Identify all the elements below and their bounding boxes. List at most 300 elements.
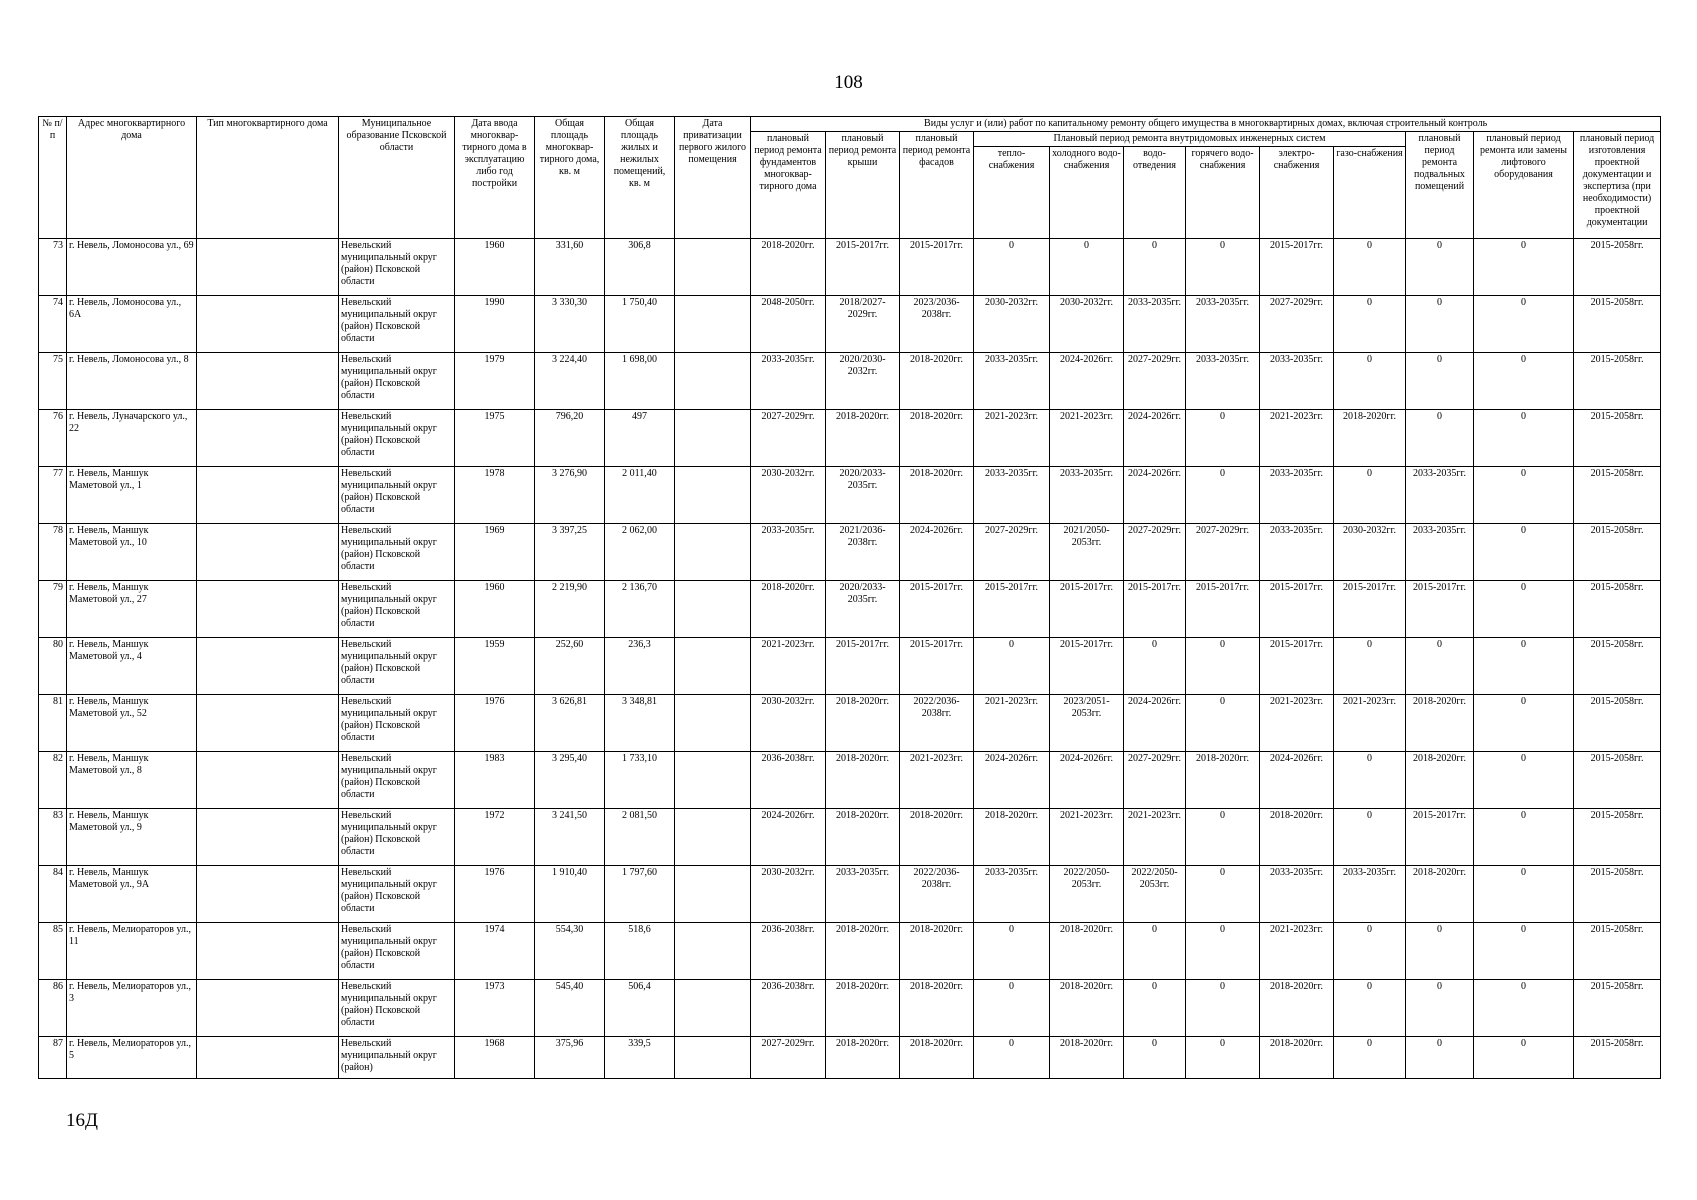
cell-roof: 2021/2036-2038гг. bbox=[826, 524, 900, 581]
cell-year: 1979 bbox=[455, 353, 535, 410]
cell-design: 2015-2058гг. bbox=[1574, 581, 1661, 638]
cell-roof: 2018-2020гг. bbox=[826, 809, 900, 866]
cell-municipality: Невельский муниципальный округ (район) Псковской области bbox=[339, 410, 455, 467]
cell-living-area: 518,6 bbox=[605, 923, 675, 980]
cell-gas: 0 bbox=[1334, 809, 1406, 866]
cell-cold-water: 2021/2050-2053гг. bbox=[1050, 524, 1124, 581]
cell-facade: 2018-2020гг. bbox=[900, 980, 974, 1037]
table-row bbox=[39, 467, 1661, 524]
cell-num: 80 bbox=[39, 638, 67, 695]
cell-sewer: 2024-2026гг. bbox=[1124, 410, 1186, 467]
col-basement-header: плановый период ремонта подвальных помещений bbox=[1406, 132, 1474, 239]
cell-design: 2015-2058гг. bbox=[1574, 353, 1661, 410]
table-row bbox=[39, 923, 1661, 980]
cell-sewer: 0 bbox=[1124, 1037, 1186, 1079]
cell-address: г. Невель, Луначарского ул., 22 bbox=[67, 410, 197, 467]
cell-design: 2015-2058гг. bbox=[1574, 524, 1661, 581]
col-num-header: № п/п bbox=[39, 117, 67, 239]
cell-num: 86 bbox=[39, 980, 67, 1037]
col-design-header: плановый период изготовления проектной документации и экспертиза (при необходимости) проектной документации bbox=[1574, 132, 1661, 239]
cell-total-area: 796,20 bbox=[535, 410, 605, 467]
cell-roof: 2033-2035гг. bbox=[826, 866, 900, 923]
cell-hot-water: 0 bbox=[1186, 239, 1260, 296]
cell-basement: 0 bbox=[1406, 353, 1474, 410]
cell-facade: 2015-2017гг. bbox=[900, 239, 974, 296]
cell-year: 1976 bbox=[455, 866, 535, 923]
col-living-area-header: Общая площадь жилых и нежилых помещений, кв. м bbox=[605, 117, 675, 239]
cell-gas: 0 bbox=[1334, 467, 1406, 524]
cell-electric: 2018-2020гг. bbox=[1260, 980, 1334, 1037]
cell-heat: 2021-2023гг. bbox=[974, 695, 1050, 752]
cell-total-area: 554,30 bbox=[535, 923, 605, 980]
cell-elevator: 0 bbox=[1474, 239, 1574, 296]
cell-electric: 2033-2035гг. bbox=[1260, 524, 1334, 581]
cell-roof: 2018-2020гг. bbox=[826, 1037, 900, 1079]
header-row-1 bbox=[39, 117, 1661, 132]
cell-living-area: 2 081,50 bbox=[605, 809, 675, 866]
cell-address: г. Невель, Ломоносова ул., 6А bbox=[67, 296, 197, 353]
cell-num: 82 bbox=[39, 752, 67, 809]
cell-living-area: 1 750,40 bbox=[605, 296, 675, 353]
cell-municipality: Невельский муниципальный округ (район) Псковской области bbox=[339, 239, 455, 296]
col-facade-header: плановый период ремонта фасадов bbox=[900, 132, 974, 239]
cell-basement: 0 bbox=[1406, 638, 1474, 695]
cell-num: 73 bbox=[39, 239, 67, 296]
table-row bbox=[39, 296, 1661, 353]
cell-electric: 2021-2023гг. bbox=[1260, 695, 1334, 752]
cell-total-area: 375,96 bbox=[535, 1037, 605, 1079]
cell-heat: 2033-2035гг. bbox=[974, 467, 1050, 524]
cell-roof: 2018-2020гг. bbox=[826, 980, 900, 1037]
cell-cold-water: 2015-2017гг. bbox=[1050, 638, 1124, 695]
cell-basement: 0 bbox=[1406, 923, 1474, 980]
col-municipality-header: Муниципальное образование Псковской области bbox=[339, 117, 455, 239]
footer-code: 16Д bbox=[66, 1110, 98, 1131]
cell-living-area: 236,3 bbox=[605, 638, 675, 695]
cell-elevator: 0 bbox=[1474, 467, 1574, 524]
cell-type bbox=[197, 695, 339, 752]
cell-total-area: 3 241,50 bbox=[535, 809, 605, 866]
cell-foundation: 2024-2026гг. bbox=[751, 809, 826, 866]
cell-heat: 0 bbox=[974, 1037, 1050, 1079]
cell-address: г. Невель, Мелиораторов ул., 3 bbox=[67, 980, 197, 1037]
cell-electric: 2024-2026гг. bbox=[1260, 752, 1334, 809]
cell-hot-water: 0 bbox=[1186, 410, 1260, 467]
cell-type bbox=[197, 809, 339, 866]
cell-cold-water: 2018-2020гг. bbox=[1050, 980, 1124, 1037]
cell-heat: 2030-2032гг. bbox=[974, 296, 1050, 353]
cell-num: 74 bbox=[39, 296, 67, 353]
cell-sewer: 2024-2026гг. bbox=[1124, 467, 1186, 524]
cell-facade: 2015-2017гг. bbox=[900, 581, 974, 638]
page-number: 108 bbox=[834, 72, 863, 93]
cell-basement: 2018-2020гг. bbox=[1406, 752, 1474, 809]
cell-year: 1969 bbox=[455, 524, 535, 581]
cell-sewer: 0 bbox=[1124, 923, 1186, 980]
cell-total-area: 252,60 bbox=[535, 638, 605, 695]
cell-hot-water: 2015-2017гг. bbox=[1186, 581, 1260, 638]
cell-foundation: 2018-2020гг. bbox=[751, 239, 826, 296]
cell-municipality: Невельский муниципальный округ (район) Псковской области bbox=[339, 467, 455, 524]
cell-cold-water: 2022/2050-2053гг. bbox=[1050, 866, 1124, 923]
cell-sewer: 0 bbox=[1124, 980, 1186, 1037]
cell-total-area: 1 910,40 bbox=[535, 866, 605, 923]
cell-living-area: 497 bbox=[605, 410, 675, 467]
cell-municipality: Невельский муниципальный округ (район) Псковской области bbox=[339, 809, 455, 866]
cell-design: 2015-2058гг. bbox=[1574, 809, 1661, 866]
cell-elevator: 0 bbox=[1474, 866, 1574, 923]
cell-heat: 2033-2035гг. bbox=[974, 353, 1050, 410]
cell-num: 87 bbox=[39, 1037, 67, 1079]
table-row bbox=[39, 581, 1661, 638]
col-commission-date-header: Дата ввода многоквар-тирного дома в эксплуатацию либо год постройки bbox=[455, 117, 535, 239]
cell-sewer: 2027-2029гг. bbox=[1124, 752, 1186, 809]
cell-municipality: Невельский муниципальный округ (район) Псковской области bbox=[339, 638, 455, 695]
table-row bbox=[39, 752, 1661, 809]
table-row bbox=[39, 866, 1661, 923]
cell-sewer: 2033-2035гг. bbox=[1124, 296, 1186, 353]
cell-elevator: 0 bbox=[1474, 752, 1574, 809]
table-row bbox=[39, 695, 1661, 752]
cell-address: г. Невель, Маншук Маметовой ул., 9 bbox=[67, 809, 197, 866]
cell-electric: 2033-2035гг. bbox=[1260, 467, 1334, 524]
cell-total-area: 3 626,81 bbox=[535, 695, 605, 752]
cell-privatization bbox=[675, 866, 751, 923]
cell-design: 2015-2058гг. bbox=[1574, 1037, 1661, 1079]
cell-basement: 2033-2035гг. bbox=[1406, 467, 1474, 524]
cell-electric: 2027-2029гг. bbox=[1260, 296, 1334, 353]
cell-elevator: 0 bbox=[1474, 296, 1574, 353]
cell-design: 2015-2058гг. bbox=[1574, 410, 1661, 467]
cell-elevator: 0 bbox=[1474, 695, 1574, 752]
cell-electric: 2015-2017гг. bbox=[1260, 581, 1334, 638]
works-group-header: Виды услуг и (или) работ по капитальному ремонту общего имущества в многоквартирных домах, включая строительный контроль bbox=[751, 117, 1661, 132]
cell-electric: 2015-2017гг. bbox=[1260, 638, 1334, 695]
cell-electric: 2033-2035гг. bbox=[1260, 353, 1334, 410]
table-row bbox=[39, 1037, 1661, 1079]
cell-year: 1976 bbox=[455, 695, 535, 752]
cell-sewer: 0 bbox=[1124, 638, 1186, 695]
cell-heat: 2033-2035гг. bbox=[974, 866, 1050, 923]
cell-cold-water: 2030-2032гг. bbox=[1050, 296, 1124, 353]
cell-elevator: 0 bbox=[1474, 1037, 1574, 1079]
table-row bbox=[39, 980, 1661, 1037]
cell-basement: 2033-2035гг. bbox=[1406, 524, 1474, 581]
cell-cold-water: 2024-2026гг. bbox=[1050, 353, 1124, 410]
cell-total-area: 331,60 bbox=[535, 239, 605, 296]
cell-elevator: 0 bbox=[1474, 353, 1574, 410]
cell-foundation: 2030-2032гг. bbox=[751, 695, 826, 752]
cell-total-area: 3 276,90 bbox=[535, 467, 605, 524]
cell-design: 2015-2058гг. bbox=[1574, 467, 1661, 524]
col-hot-water-header: горячего водо-снабжения bbox=[1186, 147, 1260, 239]
cell-elevator: 0 bbox=[1474, 980, 1574, 1037]
engineering-group-header: Плановый период ремонта внутридомовых инженерных систем bbox=[974, 132, 1406, 147]
cell-roof: 2018-2020гг. bbox=[826, 410, 900, 467]
cell-roof: 2015-2017гг. bbox=[826, 638, 900, 695]
cell-year: 1972 bbox=[455, 809, 535, 866]
cell-elevator: 0 bbox=[1474, 410, 1574, 467]
cell-living-area: 3 348,81 bbox=[605, 695, 675, 752]
cell-elevator: 0 bbox=[1474, 809, 1574, 866]
cell-total-area: 3 295,40 bbox=[535, 752, 605, 809]
col-gas-header: газо-снабжения bbox=[1334, 147, 1406, 239]
cell-type bbox=[197, 467, 339, 524]
cell-roof: 2018-2020гг. bbox=[826, 923, 900, 980]
cell-living-area: 2 062,00 bbox=[605, 524, 675, 581]
cell-electric: 2018-2020гг. bbox=[1260, 809, 1334, 866]
cell-basement: 0 bbox=[1406, 296, 1474, 353]
col-foundation-header: плановый период ремонта фундаментов многоквар-тирного дома bbox=[751, 132, 826, 239]
cell-num: 83 bbox=[39, 809, 67, 866]
cell-roof: 2015-2017гг. bbox=[826, 239, 900, 296]
col-address-header: Адрес многоквартирного дома bbox=[67, 117, 197, 239]
cell-municipality: Невельский муниципальный округ (район) Псковской области bbox=[339, 752, 455, 809]
cell-foundation: 2048-2050гг. bbox=[751, 296, 826, 353]
col-electric-header: электро-снабжения bbox=[1260, 147, 1334, 239]
cell-total-area: 3 397,25 bbox=[535, 524, 605, 581]
cell-address: г. Невель, Ломоносова ул., 8 bbox=[67, 353, 197, 410]
cell-foundation: 2036-2038гг. bbox=[751, 923, 826, 980]
capital-repair-table bbox=[38, 116, 1661, 1079]
cell-gas: 0 bbox=[1334, 353, 1406, 410]
cell-year: 1974 bbox=[455, 923, 535, 980]
cell-privatization bbox=[675, 980, 751, 1037]
cell-hot-water: 0 bbox=[1186, 1037, 1260, 1079]
cell-foundation: 2033-2035гг. bbox=[751, 524, 826, 581]
cell-basement: 0 bbox=[1406, 1037, 1474, 1079]
cell-living-area: 506,4 bbox=[605, 980, 675, 1037]
cell-cold-water: 0 bbox=[1050, 239, 1124, 296]
cell-cold-water: 2021-2023гг. bbox=[1050, 410, 1124, 467]
table-row bbox=[39, 524, 1661, 581]
cell-elevator: 0 bbox=[1474, 638, 1574, 695]
cell-privatization bbox=[675, 239, 751, 296]
cell-hot-water: 2027-2029гг. bbox=[1186, 524, 1260, 581]
cell-type bbox=[197, 581, 339, 638]
cell-basement: 2015-2017гг. bbox=[1406, 581, 1474, 638]
cell-gas: 0 bbox=[1334, 923, 1406, 980]
cell-foundation: 2027-2029гг. bbox=[751, 1037, 826, 1079]
cell-type bbox=[197, 410, 339, 467]
cell-hot-water: 0 bbox=[1186, 923, 1260, 980]
cell-design: 2015-2058гг. bbox=[1574, 296, 1661, 353]
cell-hot-water: 0 bbox=[1186, 980, 1260, 1037]
cell-hot-water: 2018-2020гг. bbox=[1186, 752, 1260, 809]
cell-roof: 2018/2027-2029гг. bbox=[826, 296, 900, 353]
cell-electric: 2021-2023гг. bbox=[1260, 923, 1334, 980]
cell-hot-water: 0 bbox=[1186, 695, 1260, 752]
cell-address: г. Невель, Маншук Маметовой ул., 52 bbox=[67, 695, 197, 752]
cell-municipality: Невельский муниципальный округ (район) Псковской области bbox=[339, 524, 455, 581]
cell-municipality: Невельский муниципальный округ (район) Псковской области bbox=[339, 980, 455, 1037]
cell-foundation: 2033-2035гг. bbox=[751, 353, 826, 410]
cell-gas: 2015-2017гг. bbox=[1334, 581, 1406, 638]
cell-municipality: Невельский муниципальный округ (район) Псковской области bbox=[339, 581, 455, 638]
col-sewer-header: водо-отведения bbox=[1124, 147, 1186, 239]
cell-type bbox=[197, 239, 339, 296]
cell-address: г. Невель, Маншук Маметовой ул., 1 bbox=[67, 467, 197, 524]
cell-gas: 0 bbox=[1334, 1037, 1406, 1079]
cell-municipality: Невельский муниципальный округ (район) Псковской области bbox=[339, 353, 455, 410]
cell-num: 78 bbox=[39, 524, 67, 581]
cell-year: 1978 bbox=[455, 467, 535, 524]
cell-num: 81 bbox=[39, 695, 67, 752]
cell-roof: 2020/2030-2032гг. bbox=[826, 353, 900, 410]
cell-year: 1973 bbox=[455, 980, 535, 1037]
cell-design: 2015-2058гг. bbox=[1574, 638, 1661, 695]
cell-facade: 2022/2036-2038гг. bbox=[900, 866, 974, 923]
cell-address: г. Невель, Маншук Маметовой ул., 9А bbox=[67, 866, 197, 923]
cell-year: 1960 bbox=[455, 581, 535, 638]
cell-basement: 0 bbox=[1406, 410, 1474, 467]
table-row bbox=[39, 410, 1661, 467]
cell-roof: 2018-2020гг. bbox=[826, 752, 900, 809]
cell-hot-water: 0 bbox=[1186, 866, 1260, 923]
cell-facade: 2018-2020гг. bbox=[900, 1037, 974, 1079]
cell-electric: 2033-2035гг. bbox=[1260, 866, 1334, 923]
cell-sewer: 2024-2026гг. bbox=[1124, 695, 1186, 752]
cell-sewer: 2015-2017гг. bbox=[1124, 581, 1186, 638]
cell-heat: 0 bbox=[974, 923, 1050, 980]
cell-cold-water: 2023/2051-2053гг. bbox=[1050, 695, 1124, 752]
cell-facade: 2018-2020гг. bbox=[900, 467, 974, 524]
cell-municipality: Невельский муниципальный округ (район) Псковской области bbox=[339, 296, 455, 353]
cell-foundation: 2027-2029гг. bbox=[751, 410, 826, 467]
cell-living-area: 2 136,70 bbox=[605, 581, 675, 638]
cell-type bbox=[197, 923, 339, 980]
cell-roof: 2018-2020гг. bbox=[826, 695, 900, 752]
cell-heat: 2027-2029гг. bbox=[974, 524, 1050, 581]
cell-basement: 0 bbox=[1406, 239, 1474, 296]
cell-type bbox=[197, 353, 339, 410]
col-roof-header: плановый период ремонта крыши bbox=[826, 132, 900, 239]
cell-gas: 0 bbox=[1334, 638, 1406, 695]
cell-heat: 2015-2017гг. bbox=[974, 581, 1050, 638]
cell-sewer: 2021-2023гг. bbox=[1124, 809, 1186, 866]
col-cold-water-header: холодного водо-снабжения bbox=[1050, 147, 1124, 239]
cell-cold-water: 2033-2035гг. bbox=[1050, 467, 1124, 524]
cell-hot-water: 0 bbox=[1186, 467, 1260, 524]
cell-privatization bbox=[675, 638, 751, 695]
cell-type bbox=[197, 752, 339, 809]
cell-privatization bbox=[675, 353, 751, 410]
cell-privatization bbox=[675, 695, 751, 752]
cell-electric: 2018-2020гг. bbox=[1260, 1037, 1334, 1079]
cell-living-area: 339,5 bbox=[605, 1037, 675, 1079]
cell-hot-water: 0 bbox=[1186, 638, 1260, 695]
cell-year: 1990 bbox=[455, 296, 535, 353]
cell-living-area: 1 698,00 bbox=[605, 353, 675, 410]
cell-facade: 2023/2036-2038гг. bbox=[900, 296, 974, 353]
cell-privatization bbox=[675, 923, 751, 980]
cell-address: г. Невель, Маншук Маметовой ул., 8 bbox=[67, 752, 197, 809]
cell-basement: 0 bbox=[1406, 980, 1474, 1037]
col-privatization-header: Дата приватизации первого жилого помещения bbox=[675, 117, 751, 239]
cell-facade: 2022/2036-2038гг. bbox=[900, 695, 974, 752]
cell-cold-water: 2018-2020гг. bbox=[1050, 923, 1124, 980]
cell-roof: 2020/2033-2035гг. bbox=[826, 467, 900, 524]
cell-type bbox=[197, 296, 339, 353]
cell-gas: 2030-2032гг. bbox=[1334, 524, 1406, 581]
cell-municipality: Невельский муниципальный округ (район) Псковской области bbox=[339, 923, 455, 980]
cell-heat: 0 bbox=[974, 980, 1050, 1037]
cell-num: 79 bbox=[39, 581, 67, 638]
cell-facade: 2015-2017гг. bbox=[900, 638, 974, 695]
cell-facade: 2018-2020гг. bbox=[900, 923, 974, 980]
cell-address: г. Невель, Ломоносова ул., 69 bbox=[67, 239, 197, 296]
table-body bbox=[39, 239, 1661, 1079]
cell-gas: 0 bbox=[1334, 980, 1406, 1037]
cell-heat: 0 bbox=[974, 638, 1050, 695]
cell-year: 1983 bbox=[455, 752, 535, 809]
cell-type bbox=[197, 524, 339, 581]
cell-privatization bbox=[675, 524, 751, 581]
cell-design: 2015-2058гг. bbox=[1574, 866, 1661, 923]
cell-total-area: 3 224,40 bbox=[535, 353, 605, 410]
cell-municipality: Невельский муниципальный округ (район) Псковской области bbox=[339, 866, 455, 923]
cell-facade: 2018-2020гг. bbox=[900, 353, 974, 410]
cell-sewer: 2022/2050-2053гг. bbox=[1124, 866, 1186, 923]
cell-foundation: 2036-2038гг. bbox=[751, 752, 826, 809]
cell-sewer: 2027-2029гг. bbox=[1124, 524, 1186, 581]
cell-municipality: Невельский муниципальный округ (район) Псковской области bbox=[339, 695, 455, 752]
cell-type bbox=[197, 1037, 339, 1079]
cell-electric: 2021-2023гг. bbox=[1260, 410, 1334, 467]
cell-privatization bbox=[675, 296, 751, 353]
cell-num: 85 bbox=[39, 923, 67, 980]
cell-municipality: Невельский муниципальный округ (район) bbox=[339, 1037, 455, 1079]
cell-address: г. Невель, Маншук Маметовой ул., 27 bbox=[67, 581, 197, 638]
cell-num: 76 bbox=[39, 410, 67, 467]
cell-hot-water: 2033-2035гг. bbox=[1186, 353, 1260, 410]
cell-facade: 2024-2026гг. bbox=[900, 524, 974, 581]
cell-design: 2015-2058гг. bbox=[1574, 239, 1661, 296]
cell-privatization bbox=[675, 752, 751, 809]
cell-hot-water: 0 bbox=[1186, 809, 1260, 866]
cell-address: г. Невель, Мелиораторов ул., 5 bbox=[67, 1037, 197, 1079]
cell-basement: 2018-2020гг. bbox=[1406, 866, 1474, 923]
cell-living-area: 306,8 bbox=[605, 239, 675, 296]
col-type-header: Тип многоквартирного дома bbox=[197, 117, 339, 239]
cell-gas: 2021-2023гг. bbox=[1334, 695, 1406, 752]
cell-gas: 0 bbox=[1334, 239, 1406, 296]
cell-heat: 2018-2020гг. bbox=[974, 809, 1050, 866]
cell-gas: 2018-2020гг. bbox=[1334, 410, 1406, 467]
cell-num: 75 bbox=[39, 353, 67, 410]
cell-living-area: 2 011,40 bbox=[605, 467, 675, 524]
cell-year: 1975 bbox=[455, 410, 535, 467]
cell-type bbox=[197, 638, 339, 695]
cell-total-area: 2 219,90 bbox=[535, 581, 605, 638]
cell-total-area: 3 330,30 bbox=[535, 296, 605, 353]
cell-elevator: 0 bbox=[1474, 524, 1574, 581]
cell-privatization bbox=[675, 1037, 751, 1079]
cell-year: 1959 bbox=[455, 638, 535, 695]
cell-foundation: 2021-2023гг. bbox=[751, 638, 826, 695]
cell-privatization bbox=[675, 809, 751, 866]
cell-privatization bbox=[675, 581, 751, 638]
cell-year: 1960 bbox=[455, 239, 535, 296]
col-heat-header: тепло-снабжения bbox=[974, 147, 1050, 239]
table-row bbox=[39, 638, 1661, 695]
cell-gas: 2033-2035гг. bbox=[1334, 866, 1406, 923]
cell-type bbox=[197, 866, 339, 923]
cell-living-area: 1 733,10 bbox=[605, 752, 675, 809]
cell-elevator: 0 bbox=[1474, 923, 1574, 980]
cell-address: г. Невель, Маншук Маметовой ул., 10 bbox=[67, 524, 197, 581]
table-row bbox=[39, 239, 1661, 296]
